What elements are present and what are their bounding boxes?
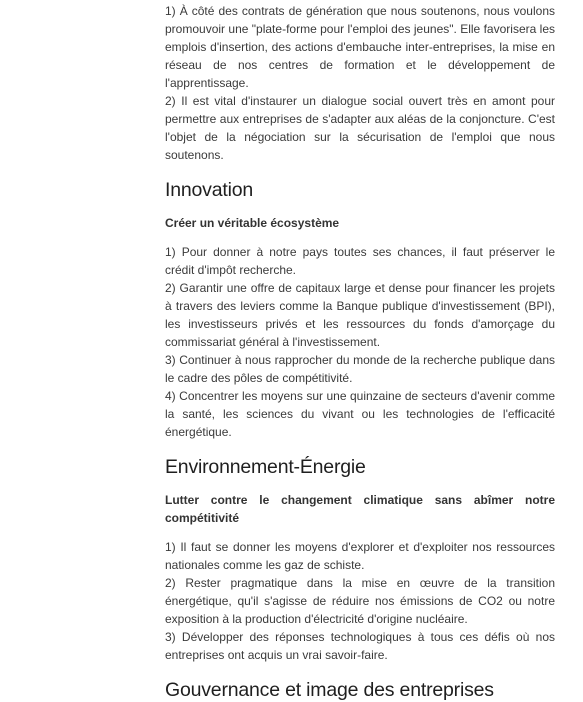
section-heading: Gouvernance et image des entreprises [165,679,494,701]
section-subheading: Lutter contre le changement climatique sans abîmer notre compétitivité [165,493,555,525]
list-item: 2) Rester pragmatique dans la mise en œuvre de la transition énergétique, qu'il s'agisse de réduire nos émissions de CO2 ou notre exposition à la production d'électricité d'origine nucléaire. [165,576,555,626]
list-item: 1) Il faut se donner les moyens d'explorer et d'exploiter nos ressources nationales comme les gaz de schiste. [165,540,555,572]
list-item: 4) Concentrer les moyens sur une quinzaine de secteurs d'avenir comme la santé, les sciences du vivant ou les technologies de l'efficacité énergétique. [165,389,555,439]
innovation-section [165,178,555,441]
list-item: 3) Continuer à nous rapprocher du monde de la recherche publique dans le cadre des pôles de compétitivité. [165,353,555,385]
list-item: 2) Il est vital d'instaurer un dialogue social ouvert très en amont pour permettre aux entreprises de s'adapter aux aléas de la conjoncture. C'est l'objet de la négociation sur la sécurisation de l'emploi que nous soutenons. [165,94,555,162]
section-heading: Environnement-Énergie [165,456,366,478]
list-item: 1) À côté des contrats de génération que nous soutenons, nous voulons promouvoir une "plate-forme pour l'emploi des jeunes". Elle favorisera les emplois d'insertion, des actions d'embauche inter-entreprises, la mise en réseau de nos centres de formation et le développement de l'apprentissage. [165,4,555,90]
list-item: 1) Pour donner à notre pays toutes ses chances, il faut préserver le crédit d'impôt recherche. [165,245,555,277]
list-item: 3) Développer des réponses technologiques à tous ces défis où nos entreprises ont acquis un vrai savoir-faire. [165,630,555,662]
section-heading: Innovation [165,179,253,201]
article-body [165,2,555,702]
environnement-section [165,455,555,664]
list-item: 2) Garantir une offre de capitaux large et dense pour financer les projets à travers des leviers comme la Banque publique d'investissement (BPI), les investisseurs privés et les ressources du fonds d'amorçage du commissariat général à l'investissement. [165,281,555,349]
gouvernance-section [165,678,555,702]
section-subheading: Créer un véritable écosystème [165,216,340,230]
intro-section [165,2,555,164]
